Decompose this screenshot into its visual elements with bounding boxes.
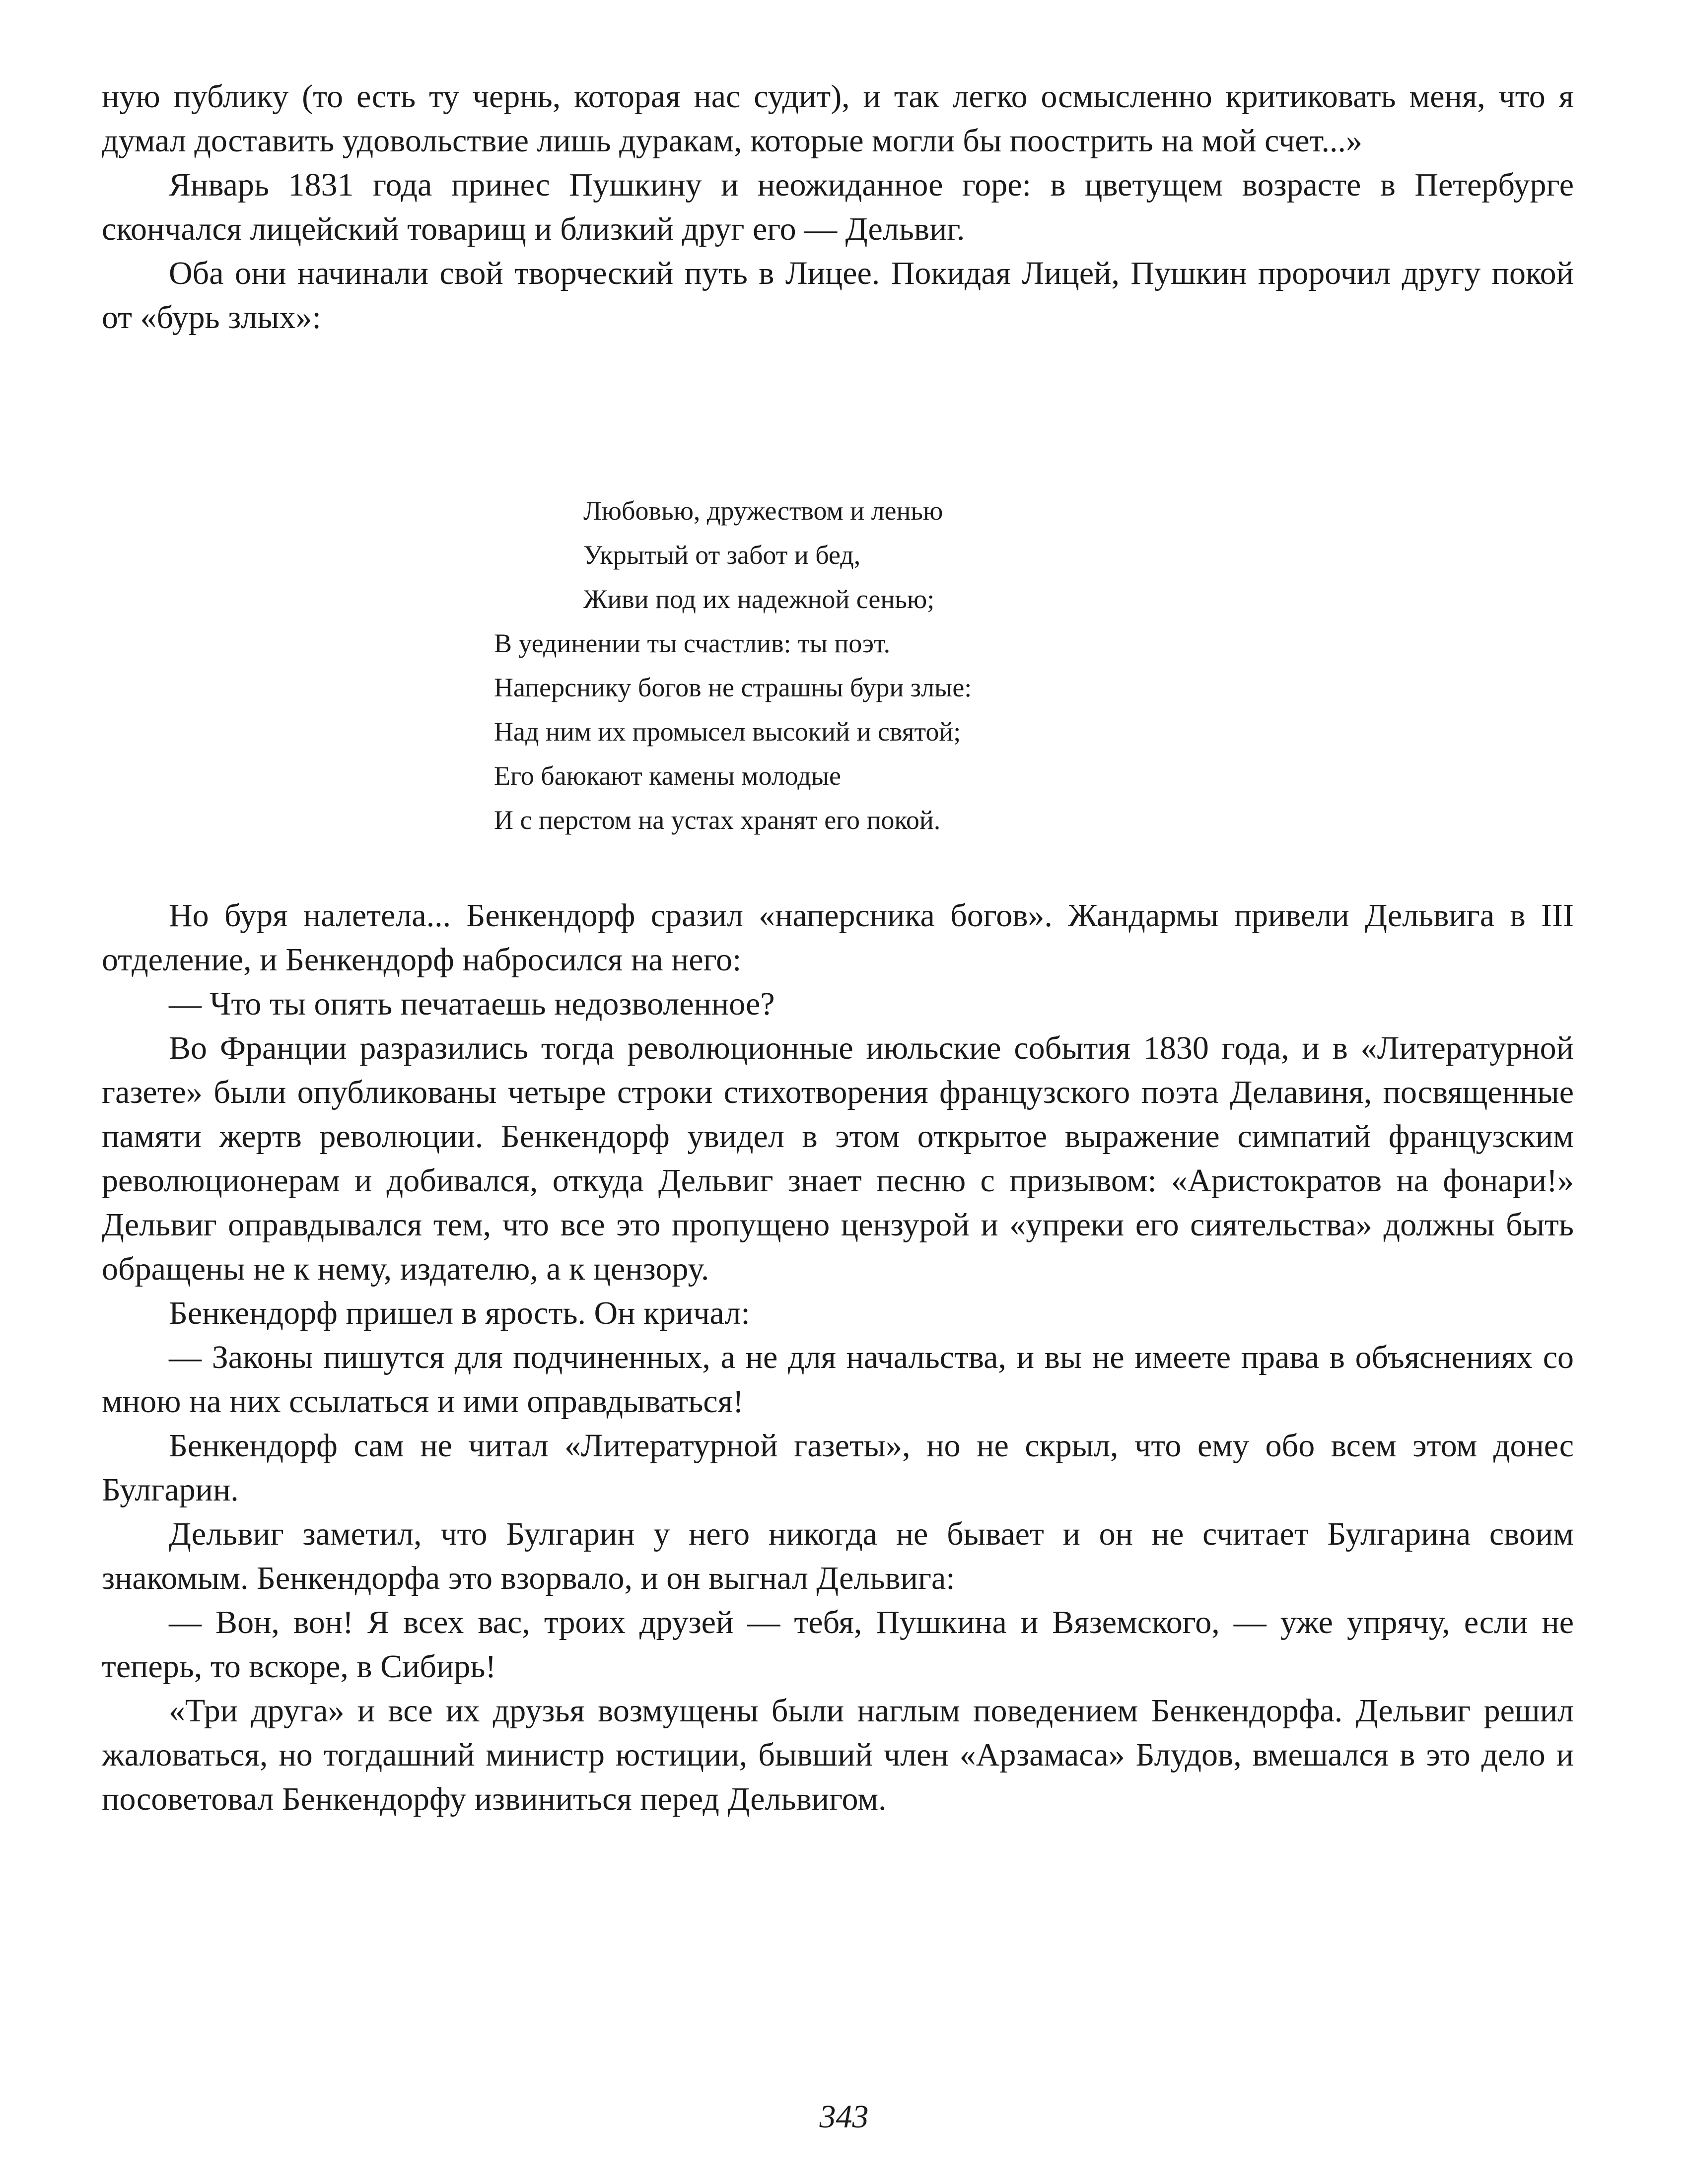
paragraph-storm: Но буря налетела... Бенкендорф сразил «наперсника богов». Жандармы привели Дельвига в III отделение, и Бенкендорф набросился на него: [102,897,1574,978]
poem-line: Наперснику богов не страшны бури злые: [494,673,972,702]
paragraph-continuation: ную публику (то есть ту чернь, которая нас судит), и так легко осмысленно критиковать меня, что я думал доставить удовольствие лишь дуракам, которые могли бы поострить на мой счет...» [102,78,1574,159]
dialogue-line: — Вон, вон! Я всех вас, троих друзей — тебя, Пушкина и Вяземского, — уже упрячу, если не теперь, то вскоре, в Сибирь! [102,1604,1574,1685]
text-block-bottom [102,893,1574,1821]
paragraph-delvig-death: Январь 1831 года принес Пушкину и неожиданное горе: в цветущем возрасте в Петербурге скончался лицейский товарищ и близкий друг его — Дельвиг. [102,167,1574,247]
poem-line: Над ним их промысел высокий и святой; [494,717,961,747]
poem-line: И с перстом на устах хранят его покой. [494,805,941,835]
paragraph-expelled: Дельвиг заметил, что Булгарин у него никогда не бывает и он не считает Булгарина своим знакомым. Бенкендорфа это взорвало, и он выгнал Дельвига: [102,1516,1574,1596]
page-number: 343 [819,2099,869,2135]
poem-line: Его баюкают камены молодые [494,761,841,791]
paragraph-rage: Бенкендорф пришел в ярость. Он кричал: [169,1295,750,1331]
paragraph-bulgarin: Бенкендорф сам не читал «Литературной газеты», но не скрыл, что ему обо всем этом донес Булгарин. [102,1428,1574,1508]
paragraph-france: Во Франции разразились тогда революционные июльские события 1830 года, и в «Литературной газете» были опубликованы четыре строки стихотворения французского поэта Делавиня, посвященные памяти жертв революции. Бенкендорф увидел в этом открытое выражение симпатий французским революционерам и добивался, откуда Дельвиг знает песню с призывом: «Аристократов на фонари!» Дельвиг оправдывался тем, что все это пропущено цензурой и «упреки его сиятельства» должны быть обращены не к нему, издателю, а к цензору. [102,1030,1574,1287]
paragraph-lyceum: Оба они начинали свой творческий путь в Лицее. Покидая Лицей, Пушкин пророчил другу покой от «бурь злых»: [102,255,1574,336]
poem-quote [494,489,972,842]
dialogue-line: — Законы пишутся для подчиненных, а не для начальства, и вы не имеете права в объяснениях со мною на них ссылаться и ими оправдываться! [102,1339,1574,1420]
dialogue-line: — Что ты опять печатаешь недозволенное? [169,986,775,1022]
poem-line: Укрытый от забот и бед, [583,540,861,570]
poem-line: В уединении ты счастлив: ты поэт. [494,628,891,658]
paragraph-three-friends: «Три друга» и все их друзья возмущены были наглым поведением Бенкендорфа. Дельвиг решил жаловаться, но тогдашний министр юстиции, бывший член «Арзамаса» Блудов, вмешался в это дело и посоветовал Бенкендорфу извиниться перед Дельвигом. [102,1693,1574,1817]
poem-line: Живи под их надежной сенью; [583,584,935,614]
text-block-top [102,74,1574,340]
poem-line: Любовью, дружеством и ленью [583,496,943,526]
